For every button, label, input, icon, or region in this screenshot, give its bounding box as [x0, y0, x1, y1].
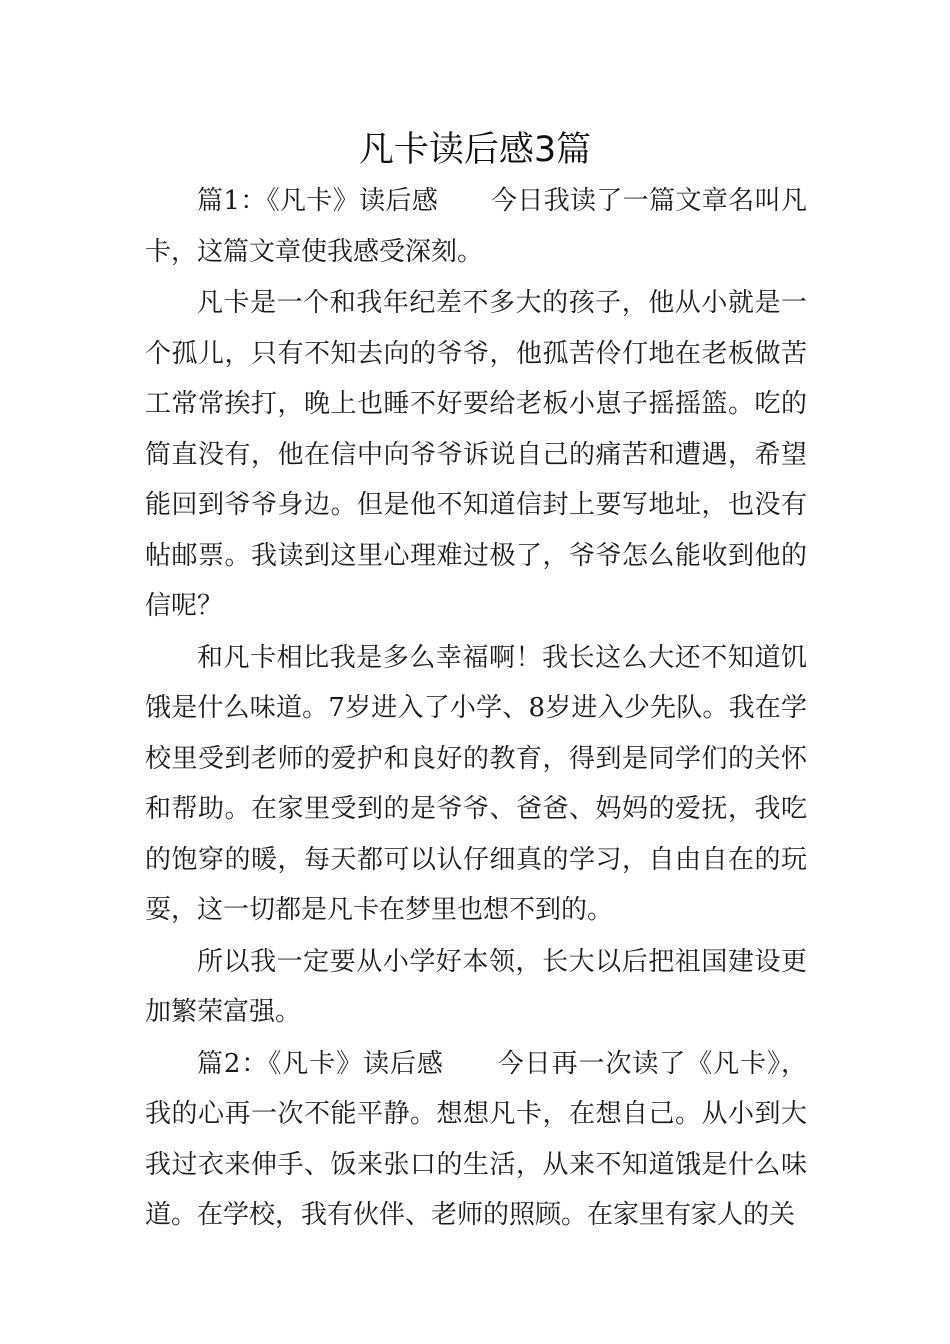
paragraph-3: 和凡卡相比我是多么幸福啊！我长这么大还不知道饥饿是什么味道。7岁进入了小学、8岁进入少先队。我在学校里受到老师的爱护和良好的教育，得到是同学们的关怀和帮助。在家里受到的是爷爷、爸爸、妈妈的爱抚，我吃的饱穿的暖，每天都可以认仔细真的学习，自由自在的玩耍，这一切都是凡卡在梦里也想不到的。 [145, 642, 807, 925]
paragraph-5: 篇2：《凡卡》读后感 今日再一次读了《凡卡》，我的心再一次不能平静。想想凡卡，在想自己。从小到大我过衣来伸手、饭来张口的生活，从来不知道饿是什么味道。在学校，我有伙伴、老师的照顾。在家里有家人的关 [145, 1048, 807, 1230]
document-body [145, 176, 807, 1242]
paragraph-2: 凡卡是一个和我年纪差不多大的孩子，他从小就是一个孤儿，只有不知去向的爷爷，他孤苦伶仃地在老板做苦工常常挨打，晚上也睡不好要给老板小崽子摇摇篮。吃的简直没有，他在信中向爷爷诉说自己的痛苦和遭遇，希望能回到爷爷身边。但是他不知道信封上要写地址，也没有帖邮票。我读到这里心理难过极了，爷爷怎么能收到他的信呢？ [145, 288, 807, 621]
document-title: 凡卡读后感3篇 [358, 130, 592, 170]
paragraph-4: 所以我一定要从小学好本领，长大以后把祖国建设更加繁荣富强。 [145, 946, 807, 1027]
paragraph-1: 篇1：《凡卡》读后感 今日我读了一篇文章名叫凡卡，这篇文章使我感受深刻。 [145, 186, 807, 267]
